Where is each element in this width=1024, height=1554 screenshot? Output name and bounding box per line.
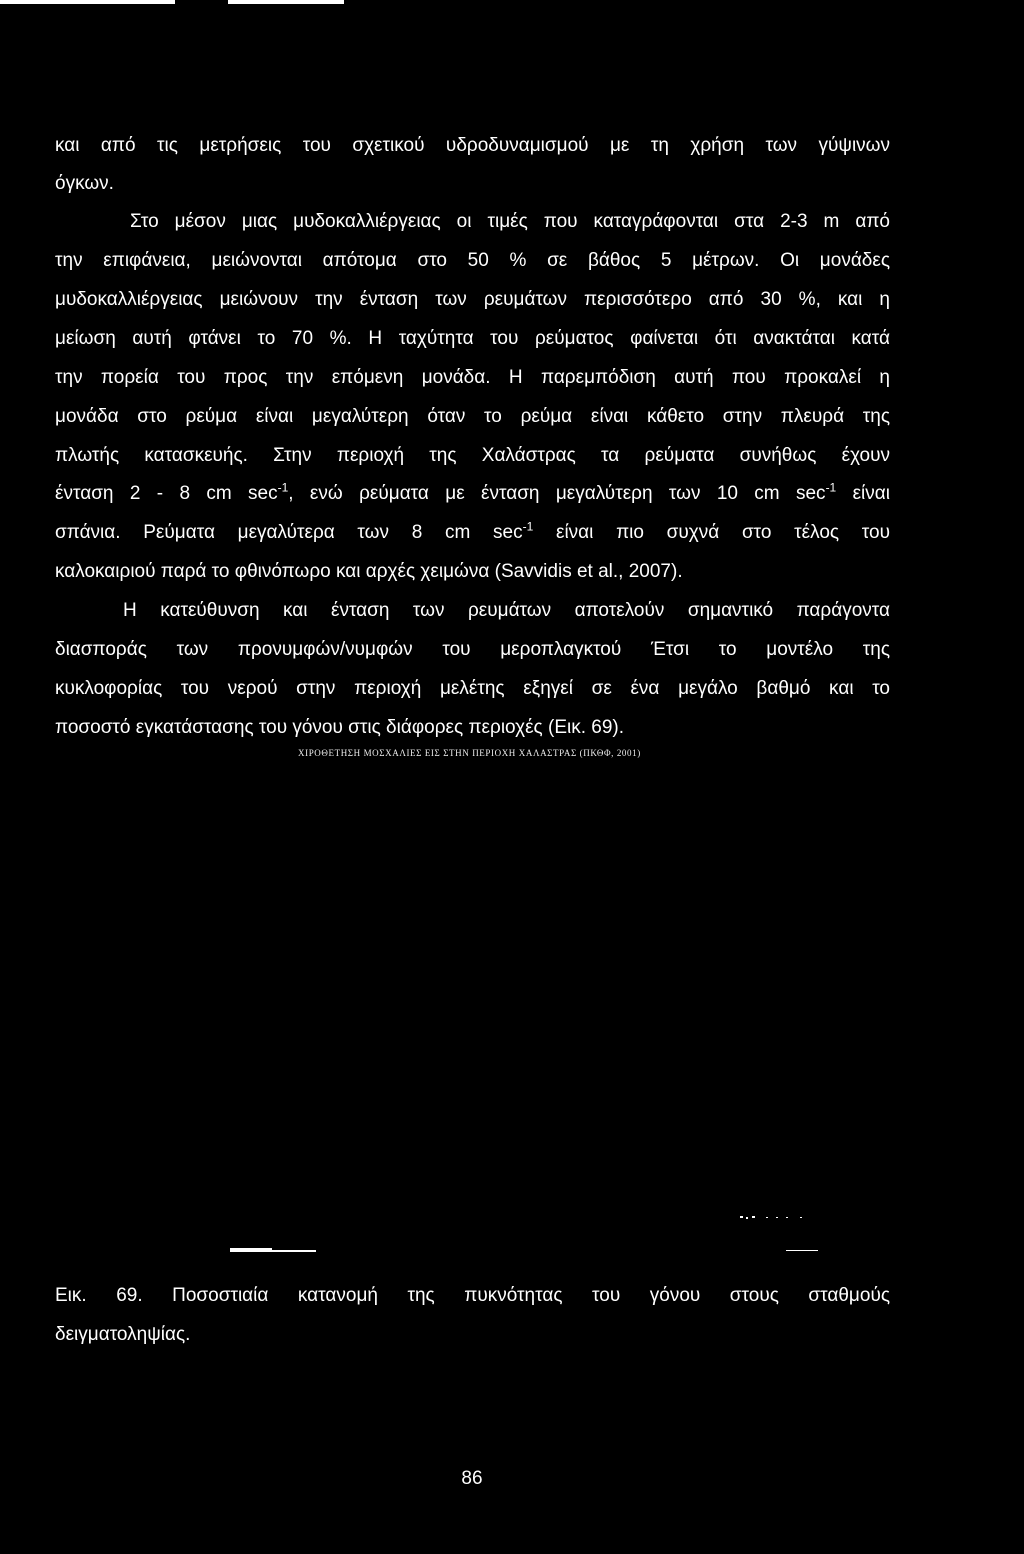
text-line: όγκων.	[55, 173, 114, 194]
figure-caption: Εικ. 69. Ποσοστιαία κατανομή της πυκνότητας του γόνου στους σταθμούς	[55, 1285, 890, 1306]
text-line: και από τις μετρήσεις του σχετικού υδροδυναμισμού με τη χρήση των γύψινων	[55, 135, 890, 156]
figure-bar-left-thick	[230, 1248, 272, 1251]
figure-bar-right	[786, 1250, 818, 1251]
text-line: Η κατεύθυνση και ένταση των ρευμάτων αποτελούν σημαντικό παράγοντα	[123, 600, 890, 621]
text-line: μυδοκαλλιέργειας μειώνουν την ένταση των ρευμάτων περισσότερο από 30 %, και η	[55, 289, 890, 310]
text-line: διασποράς των προνυμφών/νυμφών του μεροπλαγκτού Έτσι το μοντέλο της	[55, 639, 890, 660]
text-line: ένταση 2 - 8 cm $\sec^{-1}$, ενώ ρεύματα με ένταση μεγαλύτερη των 10 cm $\sec^{-1} \varepsilon ί\nu\alpha\iota$	[55, 480, 890, 504]
text-line: μείωση αυτή φτάνει το 70 %. Η ταχύτητα του ρεύματος φαίνεται ότι ανακτάται κατά	[55, 328, 890, 349]
figure-faint-marks	[740, 1216, 802, 1219]
text-line: μονάδα στο ρεύμα είναι μεγαλύτερη όταν το ρεύμα είναι κάθετο στην πλευρά της	[55, 406, 890, 427]
figure-image	[210, 770, 850, 1290]
text-line: την πορεία του προς την επόμενη μονάδα. Η παρεμπόδιση αυτή που προκαλεί η	[55, 367, 890, 388]
figure-caption-cont: δειγματοληψίας.	[55, 1324, 191, 1345]
text-line: ποσοστό εγκατάστασης του γόνου στις διάφορες περιοχές (Εικ. 69).	[55, 717, 625, 738]
figure-title: ΧΙΡΟΘΕΤΗΣΗ ΜΟΣΧΑΛΙΕΣ ΕΙΣ ΣΤΗΝ ΠΕΡΙΟΧΗ ΧΑΛΑΣΤΡΑΣ (ΠΚΘΦ, 2001)	[298, 748, 641, 758]
text-line: την επιφάνεια, μειώνονται απότομα στο 50 % σε βάθος 5 μέτρων. Οι μονάδες	[55, 250, 890, 271]
text-line: πλωτής κατασκευής. Στην περιοχή της Χαλάστρας τα ρεύματα συνήθως έχουν	[55, 445, 890, 466]
text-line: σπάνια. Ρεύματα μεγαλύτερα των 8 cm $\sec^{-1} \varepsilon ί\nu\alpha\iota$ πιο συχνά στο τέλος του	[55, 519, 890, 543]
top-border-right	[228, 0, 344, 4]
top-border-left	[0, 0, 175, 4]
text-line: Στο μέσον μιας μυδοκαλλιέργειας οι τιμές που καταγράφονται στα 2-3 m από	[130, 211, 890, 232]
text-line: καλοκαιριού παρά το φθινόπωρο και αρχές χειμώνα (Savvidis et al., 2007).	[55, 561, 683, 582]
text-line: κυκλοφορίας του νερού στην περιοχή μελέτης εξηγεί σε ένα μεγάλο βαθμό και το	[55, 678, 890, 699]
page-number: 86	[461, 1468, 483, 1489]
